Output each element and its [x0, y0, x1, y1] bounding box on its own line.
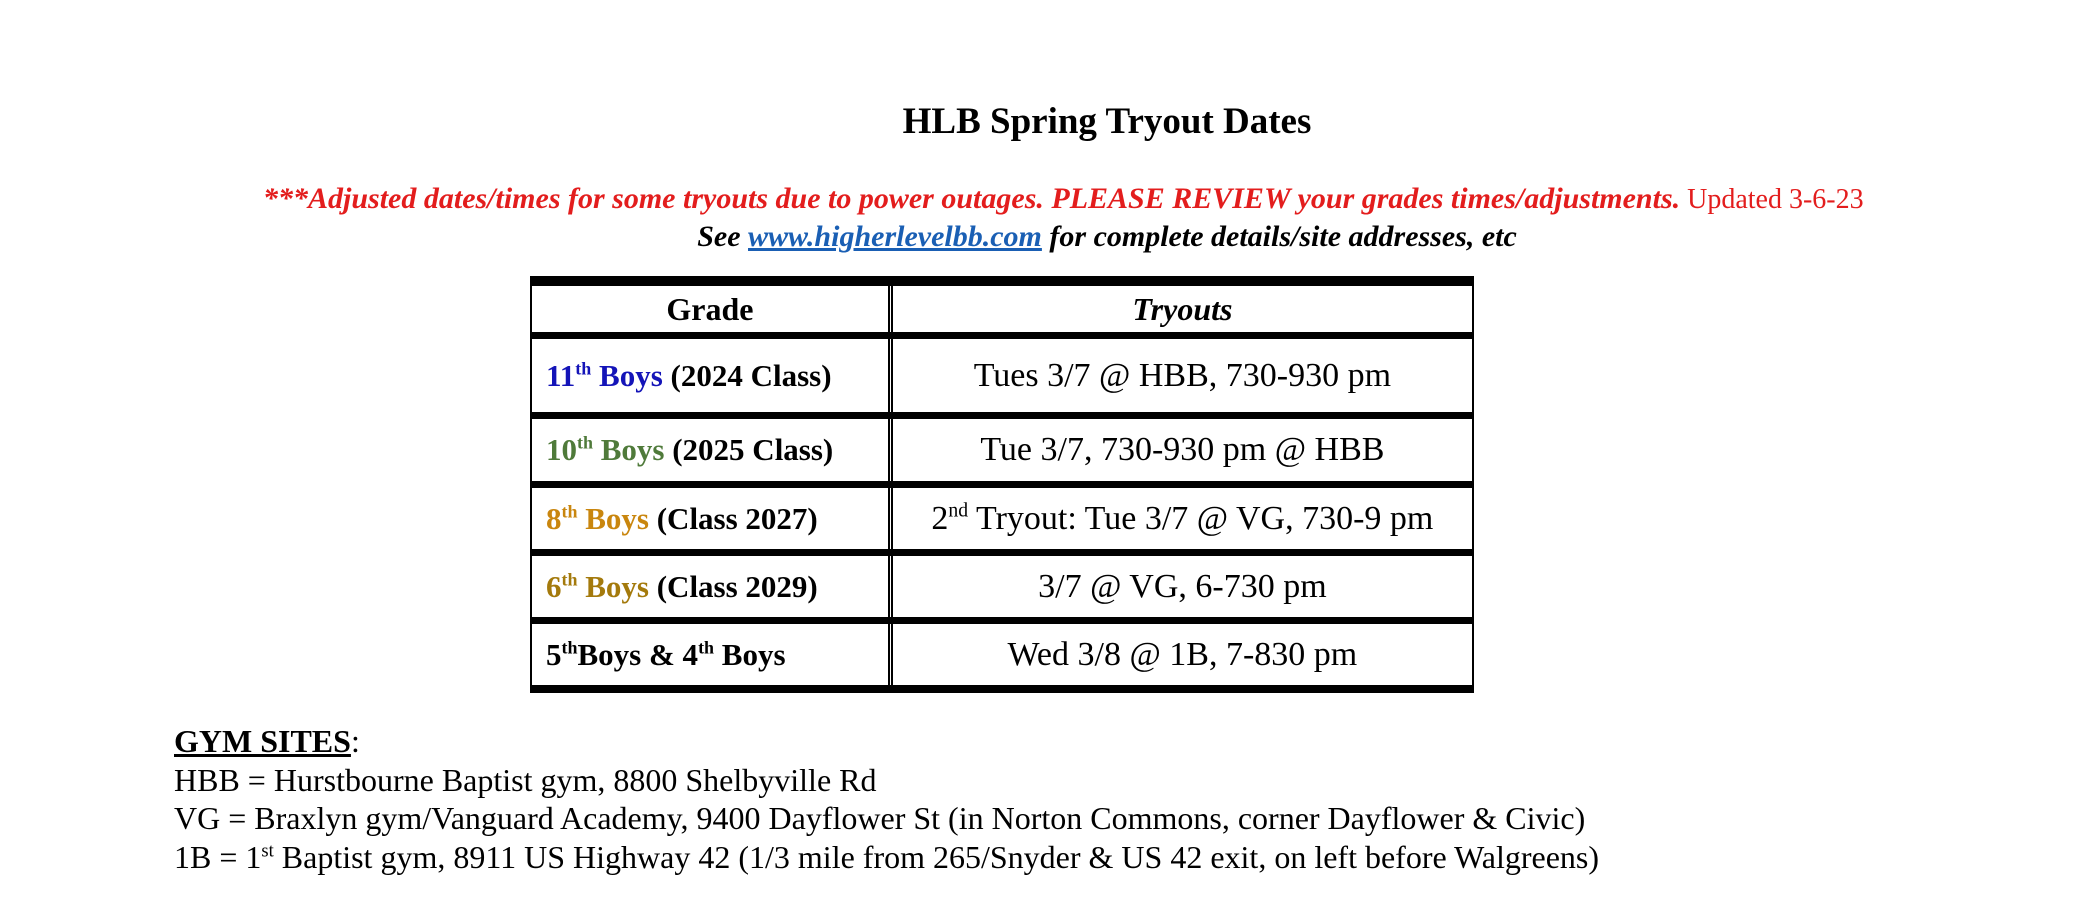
tryout-cell: 2nd Tryout: Tue 3/7 @ VG, 730-9 pm — [890, 485, 1473, 553]
adjustment-alert: ***Adjusted dates/times for some tryouts due to power outages. PLEASE REVIEW your grades times/adjustments. — [263, 182, 1681, 215]
tryouts-header-text: Tryouts — [1132, 290, 1233, 327]
gym-sites — [174, 722, 1599, 876]
grade-cell — [531, 336, 890, 416]
class-label: (Class 2029) — [648, 568, 818, 604]
table-header-row — [531, 281, 1473, 336]
updated-date: Updated 3-6-23 — [1680, 184, 1864, 215]
table-row — [531, 553, 1473, 621]
grade-label: 8th Boys — [546, 500, 649, 536]
details-prefix: See — [697, 220, 749, 253]
grade-label: 10th Boys — [546, 432, 665, 467]
tryout-cell: Tues 3/7 @ HBB, 730-930 pm — [890, 336, 1473, 416]
grade-label: 6th Boys — [546, 568, 649, 604]
grade-header: Grade — [531, 281, 890, 336]
table-row — [531, 621, 1473, 690]
table-row — [531, 485, 1473, 553]
update-notice — [263, 182, 1864, 216]
website-link[interactable]: www.higherlevelbb.com — [748, 220, 1042, 253]
class-label: (2025 Class) — [664, 432, 834, 467]
class-label: (2024 Class) — [662, 357, 832, 393]
page-title: HLB Spring Tryout Dates — [902, 101, 1312, 142]
table-row — [531, 336, 1473, 416]
gym-site-hbb: HBB = Hurstbourne Baptist gym, 8800 Shelbyville Rd — [174, 761, 877, 798]
grade-cell — [531, 416, 890, 485]
gym-sites-heading: GYM SITES: — [174, 723, 360, 759]
tryout-table — [530, 276, 1474, 693]
table-row — [531, 416, 1473, 485]
details-line — [0, 220, 2076, 254]
grade-cell: 5thBoys & 4th Boys — [531, 621, 890, 690]
tryout-cell: Tue 3/7, 730-930 pm @ HBB — [890, 416, 1473, 485]
tryout-cell: 3/7 @ VG, 6-730 pm — [890, 553, 1473, 621]
gym-site-1b: 1B = 1st Baptist gym, 8911 US Highway 42 (1/3 mile from 265/Snyder & US 42 exit, on left before Walgreens) — [174, 838, 1599, 875]
grade-cell — [531, 485, 890, 553]
gym-site-vg: VG = Braxlyn gym/Vanguard Academy, 9400 Dayflower St (in Norton Commons, corner Dayflower & Civic) — [174, 800, 1586, 836]
class-label: (Class 2027) — [648, 500, 818, 536]
tryout-cell: Wed 3/8 @ 1B, 7-830 pm — [890, 621, 1473, 690]
grade-cell — [531, 553, 890, 621]
grade-label: 11th Boys — [546, 357, 663, 393]
details-suffix: for complete details/site addresses, etc — [1041, 220, 1517, 253]
tryouts-header — [890, 281, 1473, 336]
